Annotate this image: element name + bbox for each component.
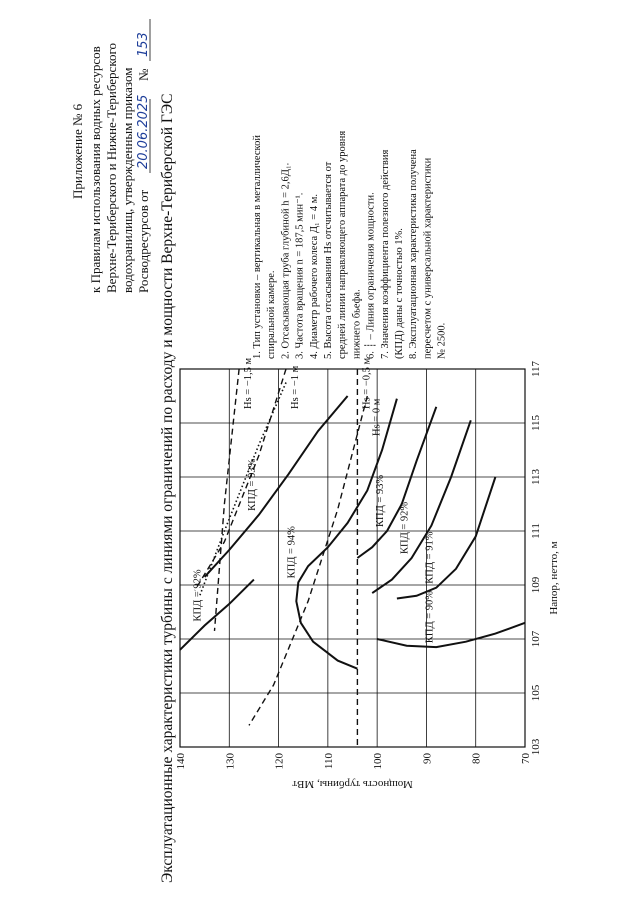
efficiency-curve-label: КПД = 91% xyxy=(424,531,436,584)
head-tick-label: 111 xyxy=(530,523,542,539)
head-tick-label: 113 xyxy=(530,468,542,486)
note-line: 1. Тип установки – вертикальная в металлической xyxy=(252,135,263,359)
head-tick-label: 117 xyxy=(530,360,542,378)
header-line-2: Верхне-Териберского и Нижне-Териберского xyxy=(104,43,119,293)
efficiency-curve xyxy=(377,623,525,647)
appendix-title: Приложение № 6 xyxy=(70,103,85,199)
suction-head-label: Hs = 0 м xyxy=(371,398,383,436)
note-line: 8. Эксплуатационная характеристика получена xyxy=(408,149,420,359)
efficiency-curve-label: КПД = 92% xyxy=(399,501,411,554)
efficiency-curve-label: КПД = 92% xyxy=(192,569,204,622)
notes-block xyxy=(252,131,448,359)
note-line: 3. Частота вращения n = 187,5 мин⁻¹. xyxy=(294,192,306,359)
power-tick-label: 110 xyxy=(322,753,335,770)
header-line-1: к Правилам использования водных ресурсов xyxy=(88,46,103,293)
suction-head-line xyxy=(195,369,286,590)
suction-head-label: Hs = −1,5 м xyxy=(243,357,255,409)
power-tick-label: 140 xyxy=(175,753,187,770)
note-line: 7. Значения коэффициента полезного действия xyxy=(379,149,391,359)
head-tick-label: 103 xyxy=(530,738,542,756)
power-tick-label: 120 xyxy=(273,753,286,770)
suction-head-label: Hs = −0,5 м xyxy=(361,357,373,409)
head-tick-label: 115 xyxy=(530,414,542,432)
note-line: 4. Диаметр рабочего колеса Д₁ = 4 м. xyxy=(308,194,320,359)
efficiency-chart xyxy=(175,357,560,790)
note-line: 6. ┊ – Линия ограничения мощности. xyxy=(365,192,377,359)
x-axis-label: Мощность турбины, МВт xyxy=(292,778,413,790)
power-tick-label: 90 xyxy=(421,753,434,764)
note-line: 2. Отсасывающая труба глубиной h = 2,6Д₁. xyxy=(280,162,292,359)
note-line: нижнего бьефа. xyxy=(351,289,363,359)
head-tick-label: 109 xyxy=(530,576,542,594)
header-line-3: водохранилищ, утвержденным приказом xyxy=(120,67,135,293)
efficiency-curve xyxy=(397,477,496,599)
power-limit-line xyxy=(200,383,286,596)
efficiency-curve-label: КПД = 94% xyxy=(286,526,298,579)
chart-title: Эксплуатационные характеристики турбины с линиями ограничений по расходу и мощности Верхне-Териберской ГЭС xyxy=(159,93,176,883)
number-sign: № xyxy=(136,68,151,81)
suction-head-label: Hs = −1 м xyxy=(289,365,301,409)
note-line: средней линии направляющего аппарата до уровня xyxy=(337,130,349,359)
power-tick-label: 70 xyxy=(520,753,532,764)
plot-frame xyxy=(180,369,525,747)
head-tick-label: 107 xyxy=(530,630,542,648)
header-line-4: Росводресурсов от xyxy=(136,189,151,293)
power-tick-label: 80 xyxy=(470,753,483,764)
efficiency-curve-label: КПД = 93% xyxy=(246,458,258,511)
power-tick-label: 100 xyxy=(372,753,385,770)
power-tick-label: 130 xyxy=(224,753,237,770)
handwritten-date: 20.06.2025 xyxy=(136,94,151,169)
note-line: (КПД) даны с точностью 1%. xyxy=(394,228,405,359)
head-tick-label: 105 xyxy=(530,684,542,702)
note-line: спиральной камере. xyxy=(266,270,278,359)
y-axis-label: Напор, нетто, м xyxy=(548,541,560,615)
header-block xyxy=(70,19,151,293)
suction-head-line xyxy=(215,369,240,631)
handwritten-number: 153 xyxy=(136,32,151,57)
note-line: № 2500. xyxy=(436,322,448,359)
efficiency-curve-label: КПД = 93% xyxy=(375,474,386,527)
efficiency-curve-label: КПД = 90% xyxy=(424,590,436,644)
note-line: 5. Высота отсасывания Hs отсчитывается от xyxy=(323,161,334,359)
note-line: пересчетом с универсальной характеристики xyxy=(422,157,434,359)
